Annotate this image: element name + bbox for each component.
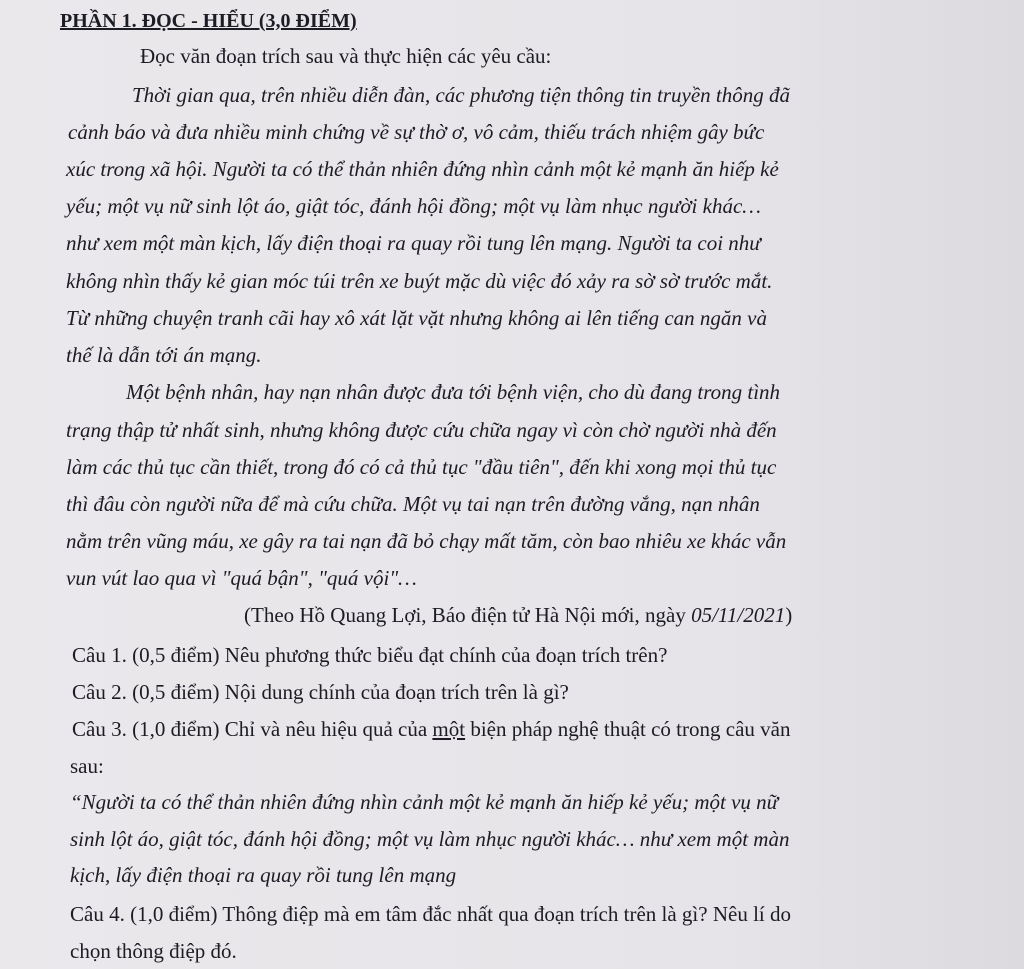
source-citation bbox=[244, 602, 792, 628]
question-3-underlined-word: một bbox=[432, 717, 466, 741]
question-3-suffix: biện pháp nghệ thuật có trong câu văn bbox=[465, 717, 791, 741]
question-2: Câu 2. (0,5 điểm) Nội dung chính của đoạn trích trên là gì? bbox=[72, 680, 569, 704]
passage-line: làm các thủ tục cần thiết, trong đó có cả thủ tục "đầu tiên", đến khi xong mọi thủ tục bbox=[66, 455, 777, 479]
passage-line: không nhìn thấy kẻ gian móc túi trên xe buýt mặc dù việc đó xảy ra sờ sờ trước mắt. bbox=[66, 269, 773, 293]
question-3-prefix: Câu 3. (1,0 điểm) Chỉ và nêu hiệu quả của bbox=[72, 717, 433, 741]
question-3-quote-line: kịch, lấy điện thoại ra quay rồi tung lên mạng bbox=[70, 863, 457, 887]
passage-line: cảnh báo và đưa nhiều minh chứng về sự thờ ơ, vô cảm, thiếu trách nhiệm gây bức bbox=[68, 120, 765, 144]
question-3-line2: sau: bbox=[70, 754, 104, 778]
question-1: Câu 1. (0,5 điểm) Nêu phương thức biểu đạt chính của đoạn trích trên? bbox=[72, 643, 668, 667]
passage-line: Từ những chuyện tranh cãi hay xô xát lặt vặt nhưng không ai lên tiếng can ngăn và bbox=[66, 306, 767, 330]
section-heading: PHẦN 1. ĐỌC - HIỂU (3,0 ĐIỂM) bbox=[60, 10, 357, 32]
passage-line: vun vút lao qua vì "quá bận", "quá vội"… bbox=[66, 566, 417, 590]
passage-line: như xem một màn kịch, lấy điện thoại ra quay rồi tung lên mạng. Người ta coi như bbox=[66, 231, 761, 255]
passage-line: nằm trên vũng máu, xe gây ra tai nạn đã bỏ chạy mất tăm, còn bao nhiêu xe khác vẫn bbox=[66, 529, 787, 553]
passage-line: thì đâu còn người nữa để mà cứu chữa. Một vụ tai nạn trên đường vắng, nạn nhân bbox=[66, 492, 760, 516]
source-prefix: (Theo Hồ Quang Lợi, Báo điện tử Hà Nội mới, ngày bbox=[244, 603, 692, 627]
source-date: 05/11/2021 bbox=[691, 603, 786, 627]
question-4-line2: chọn thông điệp đó. bbox=[70, 939, 237, 963]
passage-line: xúc trong xã hội. Người ta có thể thản nhiên đứng nhìn cảnh một kẻ mạnh ăn hiếp kẻ bbox=[66, 157, 779, 181]
source-suffix: ) bbox=[785, 603, 793, 627]
question-3 bbox=[72, 716, 790, 742]
passage-line: trạng thập tử nhất sinh, nhưng không được cứu chữa ngay vì còn chờ người nhà đến bbox=[66, 418, 777, 442]
passage-line: thế là dẫn tới án mạng. bbox=[66, 343, 262, 367]
question-3-quote-line: sinh lột áo, giật tóc, đánh hội đồng; một vụ làm nhục người khác… như xem một màn bbox=[70, 827, 790, 851]
passage-line: yếu; một vụ nữ sinh lột áo, giật tóc, đánh hội đồng; một vụ làm nhục người khác… bbox=[66, 194, 761, 218]
passage-line: Một bệnh nhân, hay nạn nhân được đưa tới bệnh viện, cho dù đang trong tình bbox=[126, 380, 781, 404]
question-4: Câu 4. (1,0 điểm) Thông điệp mà em tâm đắc nhất qua đoạn trích trên là gì? Nêu lí do bbox=[70, 902, 791, 926]
instruction: Đọc văn đoạn trích sau và thực hiện các yêu cầu: bbox=[140, 44, 552, 68]
bleed-through-text bbox=[915, 597, 1024, 962]
passage-line: Thời gian qua, trên nhiều diễn đàn, các phương tiện thông tin truyền thông đã bbox=[132, 83, 790, 107]
question-3-quote-line: “Người ta có thể thản nhiên đứng nhìn cảnh một kẻ mạnh ăn hiếp kẻ yếu; một vụ nữ bbox=[70, 790, 779, 814]
